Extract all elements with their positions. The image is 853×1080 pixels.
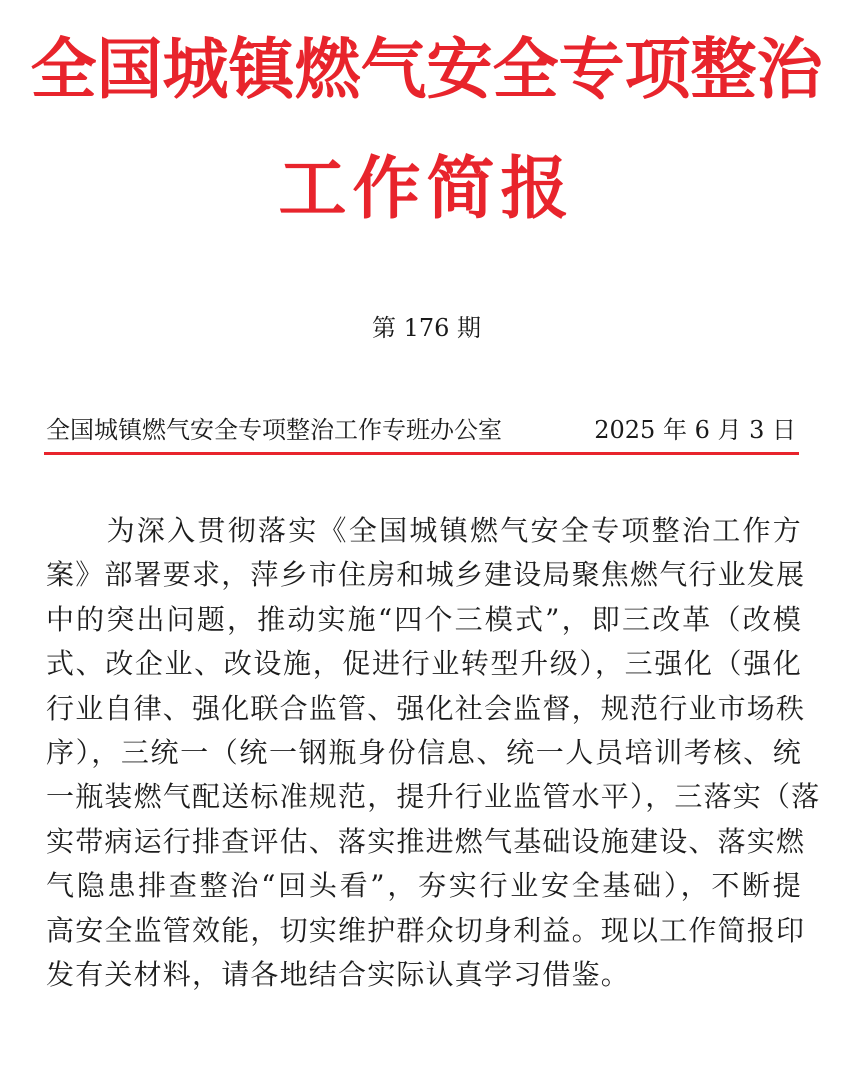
masthead-subtitle: 工作简报 xyxy=(278,150,575,229)
body-line: 气隐患排查整治“回头看”，夯实行业安全基础），不断提 xyxy=(46,869,802,903)
body-paragraph xyxy=(46,509,821,997)
issue-date: 2025 年 6 月 3 日 xyxy=(594,416,796,444)
red-divider-rule xyxy=(44,452,799,455)
body-line: 序），三统一（统一钢瓶身份信息、统一人员培训考核、统 xyxy=(46,736,802,770)
body-line: 案》部署要求，萍乡市住房和城乡建设局聚焦燃气行业发展 xyxy=(46,558,806,592)
masthead-title: 全国城镇燃气安全专项整治 xyxy=(30,31,823,108)
issue-number: 第 176 期 xyxy=(371,314,482,342)
body-line: 为深入贯彻落实《全国城镇燃气安全专项整治工作方 xyxy=(46,514,802,547)
issuing-office: 全国城镇燃气安全专项整治工作专班办公室 xyxy=(46,416,502,444)
body-line: 中的突出问题，推动实施“四个三模式”，即三改革（改模 xyxy=(46,602,802,636)
body-line: 行业自律、强化联合监管、强化社会监督，规范行业市场秩 xyxy=(46,691,806,725)
body-line: 式、改企业、改设施，促进行业转型升级），三强化（强化 xyxy=(46,647,802,681)
body-line: 一瓶装燃气配送标准规范，提升行业监管水平），三落实（落 xyxy=(46,780,821,814)
body-line: 发有关材料，请各地结合实际认真学习借鉴。 xyxy=(46,958,631,992)
body-line: 实带病运行排查评估、落实推进燃气基础设施建设、落实燃 xyxy=(46,824,806,858)
body-line: 高安全监管效能，切实维护群众切身利益。现以工作简报印 xyxy=(46,913,806,947)
